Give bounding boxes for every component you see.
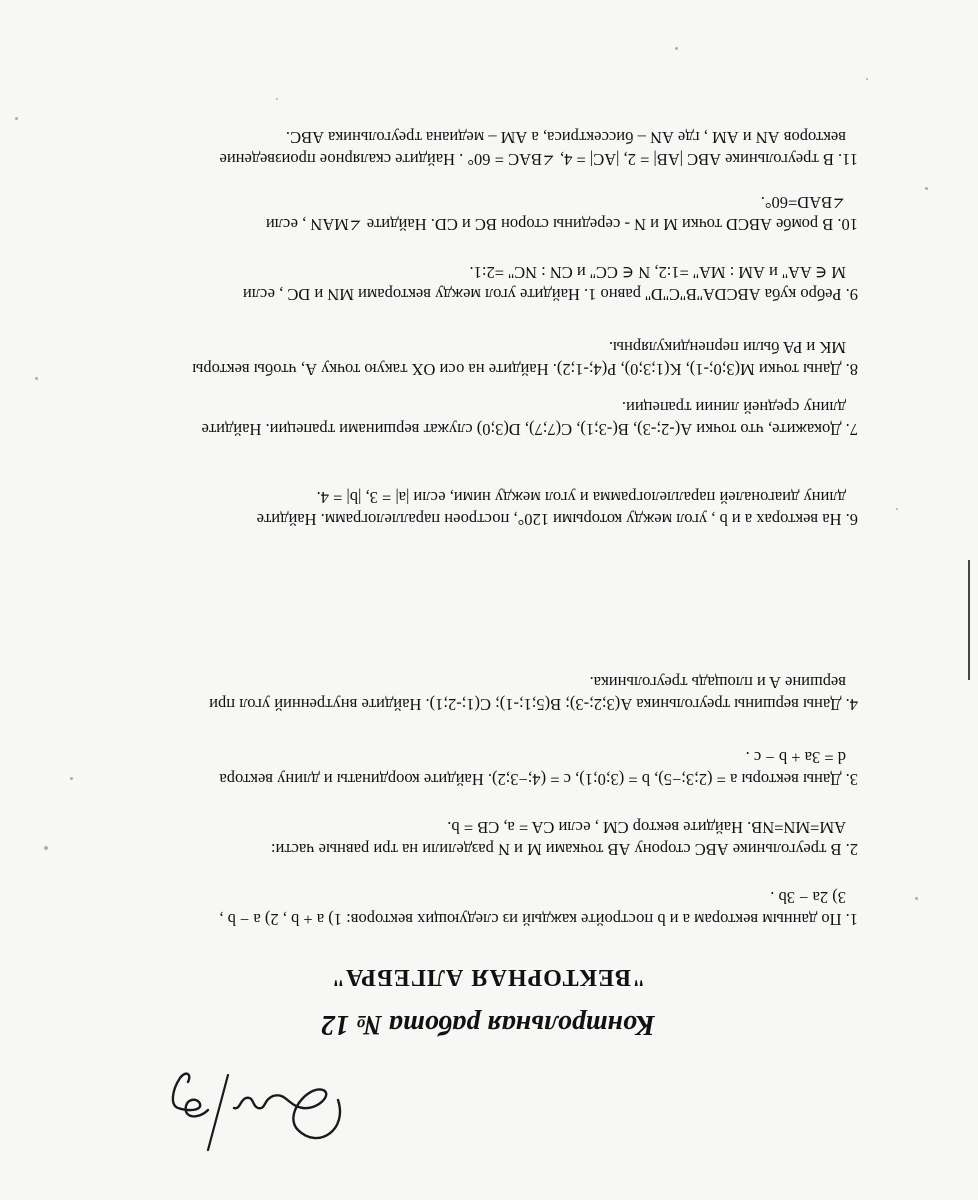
task-line: AM=MN=NB. Найдите вектор CM , если CA = a, CB = b.: [447, 818, 846, 837]
task-line: 9. Ребро куба ABCDA''B''C''D'' равно 1. Найдите угол между векторами MN и DC , если: [242, 285, 858, 304]
task-line: 2. В треугольнике ABC сторону AB точками M и N разделили на три равные части:: [270, 840, 858, 859]
task-line: 11. В треугольнике ABC |AB| = 2, |AC| = 4, ∠BAC = 60° . Найдите скалярное произведение: [219, 150, 858, 169]
task-line: d = 3a + b − c .: [745, 748, 846, 767]
handwritten-signature-icon: [148, 1060, 358, 1170]
task-line: 7. Докажите, что точки A(-2;-3), B(-3;1), C(7;7), D(3;0) служат вершинами трапеции. Найдите: [201, 420, 858, 439]
task-7: [78, 396, 858, 440]
document-subtitle: "ВЕКТОРНАЯ АЛГЕБРА": [330, 964, 646, 990]
task-4: [78, 671, 858, 715]
task-2: [78, 816, 858, 860]
task-line: M ∈ AA'' и AM : MA'' =1:2, N ∈ CC'' и CN : NC'' =2:1.: [469, 263, 846, 282]
task-line: вершине A и площадь треугольника.: [589, 673, 846, 692]
task-3: [78, 746, 858, 790]
task-line: MK и PA были перпендикулярны.: [608, 338, 846, 357]
task-line: ∠BAD=60°.: [760, 193, 846, 212]
task-8: [78, 336, 858, 380]
scan-edge-line: [968, 560, 970, 680]
task-line: векторов AN и AM , где AN – биссектриса, а AM – медиана треугольника ABC.: [285, 128, 846, 147]
task-line: 10. В ромбе ABCD точки M и N - середины сторон BC и CD. Найдите ∠MAN , если: [265, 215, 858, 234]
task-line: 1. По данным векторам a и b постройте каждый из следующих векторов: 1) a + b , 2) a − b ,: [219, 910, 858, 929]
task-11: [78, 126, 858, 170]
task-line: 8. Даны точки M(3;0;-1), K(1;3;0), P(4;-1;2). Найдите на оси OX такую точку A, чтобы векторы: [192, 360, 858, 379]
task-line: 3) 2a − 3b .: [770, 888, 846, 907]
task-6: [78, 486, 858, 530]
task-line: 6. На векторах a и b , угол между которыми 120°, построен параллелограмм. Найдите: [256, 510, 858, 529]
task-line: длину средней линии трапеции.: [621, 398, 846, 417]
task-1: [78, 886, 858, 930]
task-10: [78, 191, 858, 235]
task-9: [78, 261, 858, 305]
task-line: длину диагоналей параллелограмма и угол между ними, если |a| = 3, |b| = 4.: [316, 488, 846, 507]
task-line: 3. Даны векторы a = (2;3;−5), b = (3;0;1), c = (4;−3;2). Найдите координаты и длину вектора: [219, 770, 858, 789]
document-title: Контрольная работа № 12: [321, 1009, 655, 1040]
task-line: 4. Даны вершины треугольника A(3;2;-3); B(5;1;-1); C(1;-2;1). Найдите внутренний угол при: [209, 695, 858, 714]
